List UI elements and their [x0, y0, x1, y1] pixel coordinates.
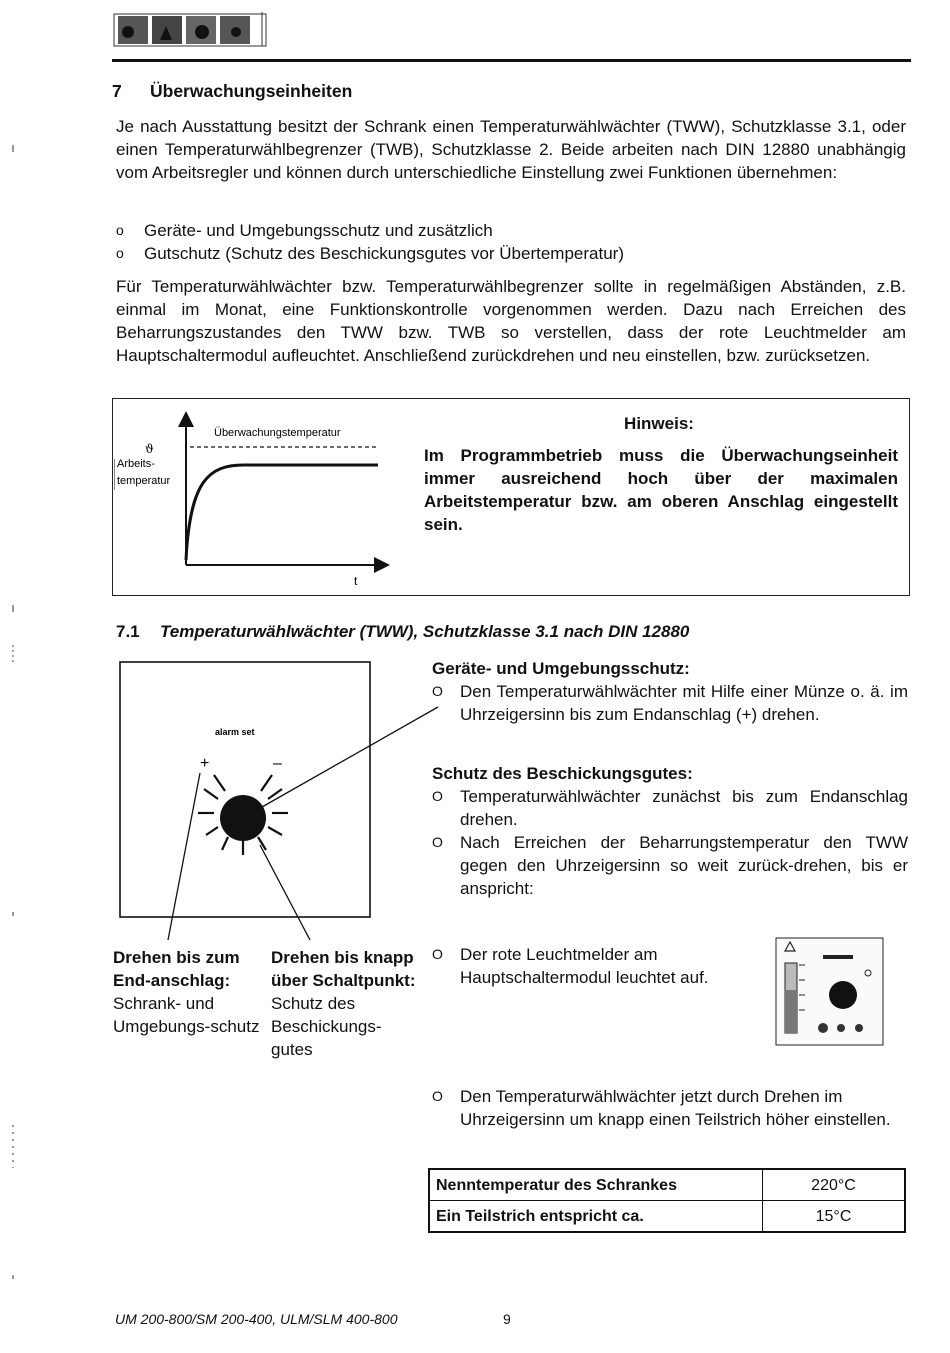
list-item: [116, 219, 906, 242]
caption-switch-point-text: Schutz des Beschickungs-gutes: [271, 994, 382, 1059]
list-item-text: Nach Erreichen der Beharrungstemperatur den TWW gegen den Uhrzeigersinn so weit zurück-drehen, bis er anspricht:: [460, 833, 908, 898]
equipment-protection-heading: Geräte- und Umgebungsschutz:: [432, 659, 690, 678]
table-cell-label: Ein Teilstrich entspricht ca.: [429, 1201, 763, 1233]
circle-bullet-icon: O: [432, 1088, 443, 1104]
table-row: [429, 1201, 905, 1233]
page-number: 9: [503, 1311, 511, 1327]
circle-bullet-icon: O: [432, 834, 443, 850]
note-heading: Hinweis:: [624, 414, 694, 433]
list-item-text: Den Temperaturwählwächter jetzt durch Drehen im Uhrzeigersinn um knapp einen Teilstrich höher einstellen.: [460, 1087, 891, 1129]
list-item-text: Gutschutz (Schutz des Beschickungsgutes vor Übertemperatur): [144, 244, 624, 263]
temperature-curve-graph: [114, 405, 404, 590]
section-7-1-heading: [116, 620, 689, 643]
section-7-1-number: 7.1: [116, 622, 140, 641]
list-item-text: Der rote Leuchtmelder am Hauptschaltermodul leuchtet auf.: [460, 945, 709, 987]
list-item-text: Temperaturwählwächter zunächst bis zum Endanschlag drehen.: [460, 787, 908, 829]
section-7-title: Überwachungseinheiten: [150, 81, 353, 101]
circle-bullet-icon: O: [432, 946, 443, 962]
intro-paragraph: Je nach Ausstattung besitzt der Schrank einen Temperaturwählwächter (TWW), Schutzklasse 3.1, oder einen Temperaturwählbegrenzer (TWB), Schutzklasse 2. Beide arbeiten nach DIN 12880 unabhängig vom Arbeitsregler und können durch unterschiedliche Einstellung zwei Funktionen übernehmen:: [116, 117, 906, 182]
y-axis-label-line1: Arbeits-: [117, 458, 155, 470]
function-list: [116, 219, 906, 265]
y-axis-label-line2: temperatur: [117, 475, 171, 487]
table-cell-value: 220°C: [763, 1169, 906, 1201]
section-7-number: 7: [112, 81, 122, 101]
minus-label: –: [273, 755, 282, 772]
temperature-table: [428, 1168, 906, 1233]
table-row: [429, 1169, 905, 1201]
list-item-text: Geräte- und Umgebungsschutz und zusätzlich: [144, 221, 493, 240]
table-cell-label: Nenntemperatur des Schrankes: [429, 1169, 763, 1201]
list-item: [116, 242, 906, 265]
function-check-paragraph: Für Temperaturwählwächter bzw. Temperaturwählbegrenzer sollte in regelmäßigen Abständen, z.B. einmal im Monat, eine Funktionskontrolle vorgenommen werden. Dazu nach Erreichen des Beharrungszustandes den TWW bzw. TWB so verstellen, dass der rote Leuchtmelder am Hauptschaltermodul aufleuchtet. Anschließend zurückdrehen und neu einstellen, bzw. zurücksetzen.: [116, 277, 906, 365]
alarm-set-label: alarm set: [215, 727, 255, 737]
knob: [220, 795, 266, 841]
circle-bullet-icon: O: [432, 683, 443, 699]
equipment-protection-block: [432, 657, 908, 726]
circle-bullet-icon: O: [432, 788, 443, 804]
footer-model-list: UM 200-800/SM 200-400, ULM/SLM 400-800: [115, 1311, 398, 1327]
y-axis-symbol: ϑ: [145, 442, 154, 456]
list-item: [432, 680, 908, 726]
main-switch-module-icon: [773, 935, 886, 1048]
list-item-text: Den Temperaturwählwächter mit Hilfe einer Münze o. ä. im Uhrzeigersinn bis zum Endanschlag (+) drehen.: [460, 682, 908, 724]
margin-scan-marks: [8, 0, 18, 1353]
header-rule: [112, 59, 911, 62]
table-cell-value: 15°C: [763, 1201, 906, 1233]
panel-frame: [120, 662, 370, 917]
header-logo-icon: [112, 10, 272, 48]
section-7-heading: [112, 80, 352, 103]
caption-switch-point: [271, 946, 421, 1061]
caption-end-stop-text: Schrank- und Umgebungs-schutz: [113, 994, 260, 1036]
list-item: [432, 943, 732, 989]
final-step-block: [432, 1085, 908, 1131]
x-axis-label: t: [354, 574, 358, 588]
load-protection-block: [432, 762, 908, 900]
circle-bullet-icon: o: [116, 222, 124, 238]
knob-panel-diagram: [110, 655, 450, 940]
caption-end-stop-bold: Drehen bis zum End-anschlag:: [113, 948, 240, 990]
temperature-curve: [186, 465, 378, 560]
note-text: Im Programmbetrieb muss die Überwachungseinheit immer ausreichend hoch über der maximalen Arbeitstemperatur bzw. am oberen Anschlag eingestellt sein.: [424, 446, 898, 534]
section-7-1-title: Temperaturwählwächter (TWW), Schutzklasse 3.1 nach DIN 12880: [160, 622, 690, 641]
list-item: [432, 785, 908, 831]
lamp-note: [432, 943, 732, 989]
list-item: [432, 1085, 908, 1131]
load-protection-heading: Schutz des Beschickungsgutes:: [432, 764, 693, 783]
threshold-label: Überwachungstemperatur: [214, 427, 341, 439]
plus-label: +: [200, 755, 210, 772]
caption-end-stop: [113, 946, 263, 1038]
circle-bullet-icon: o: [116, 245, 124, 261]
caption-switch-point-bold: Drehen bis knapp über Schaltpunkt:: [271, 948, 416, 990]
list-item: [432, 831, 908, 900]
